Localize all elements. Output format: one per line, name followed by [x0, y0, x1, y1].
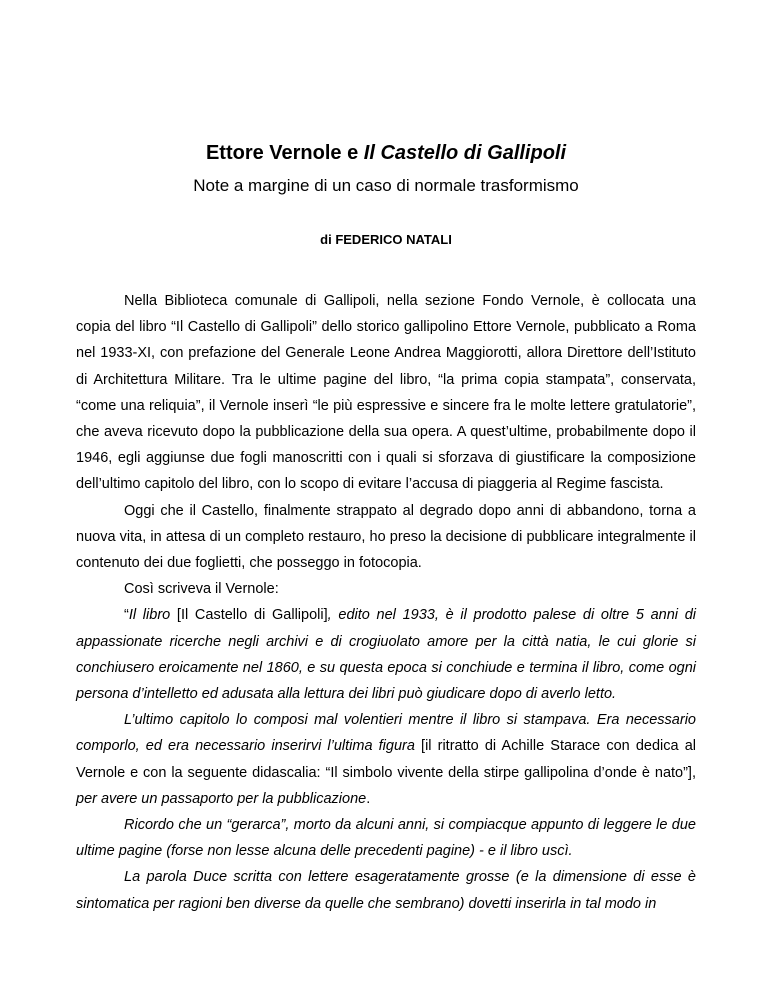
quote-punct: . [366, 790, 371, 807]
editor-note: [il ritratto di Achille Starace con dedica al Vernole e con la seguente didascalia: “Il simbolo vivente della stirpe gallipolina d’onde è nato”], [76, 738, 696, 781]
title-author-part: Ettore Vernole e [205, 142, 364, 164]
title-book-part: Il Castello di Gallipoli [363, 142, 567, 164]
paragraph: Oggi che il Castello, finalmente strappato al degrado dopo anni di abbandono, torna a nuova vita, in attesa di un completo restauro, ho preso la decisione di pubblicare integralmente il contenuto dei due foglietti, che posseggo in fotocopia. [76, 502, 696, 572]
document-body [76, 288, 696, 917]
quote-paragraph: Ricordo che un “gerarca”, morto da alcuni anni, si compiacque appunto di leggere le due ultime pagine (forse non lesse alcuna delle precedenti pagine) - e il libro uscì. [76, 817, 696, 860]
quote-paragraph: La parola Duce scritta con lettere esageratamente grosse (e la dimensione di esse è sintomatica per ragioni ben diverse da quelle che sembrano) dovetti inserirla in tal modo in [76, 869, 696, 912]
paragraph: Così scriveva il Vernole: [124, 581, 279, 598]
quote-open: “ [124, 607, 129, 624]
author-byline: di FEDERICO NATALI [320, 232, 452, 247]
paragraph: Nella Biblioteca comunale di Gallipoli, nella sezione Fondo Vernole, è collocata una copia del libro “Il Castello di Gallipoli” dello storico gallipolino Ettore Vernole, pubblicato a Roma nel 1933-XI, con prefazione del Generale Leone Andrea Maggiorotti, allora Direttore dell’Istituto di Architettura Militare. Tra le ultime pagine del libro, “la prima copia stampata”, conservata, “come una reliquia”, il Vernole inserì “le più espressive e sincere fra le molte lettere gratulatorie”, che aveva ricevuto dopo la pubblicazione della sua opera. A quest’ultime, probabilmente dopo il 1946, egli aggiunse due fogli manoscritti con i quali si sforzava di giustificare la composizione dell’ultimo capitolo del libro, con lo scopo di evitare l’accusa di piaggeria al Regime fascista. [76, 293, 696, 493]
editor-note: [Il Castello di Gallipoli] [170, 607, 328, 624]
document-title [76, 141, 696, 165]
quote-italic: , edito nel 1933, è il prodotto palese di oltre 5 anni di appassionate ricerche negli archivi e di crogiuolato amore per la città natia, le cui glorie si conchiusero eroicamente nel 1860, e su questa epoca si conchiude e termina il libro, come ogni persona d’intelletto ed adusata alla lettura dei libri può giudicare dopo di averlo letto. [76, 607, 697, 703]
quote-paragraph [76, 707, 696, 812]
document-subtitle: Note a margine di un caso di normale trasformismo [193, 176, 579, 195]
quote-italic: Il libro [128, 607, 171, 624]
quote-italic: per avere un passaporto per la pubblicazione [76, 790, 367, 807]
quote-paragraph [76, 602, 696, 707]
quote-italic: L’ultimo capitolo lo composi mal volentieri mentre il libro si stampava. Era necessario comporlo, ed era necessario inserirvi l’ultima figura [76, 712, 696, 755]
